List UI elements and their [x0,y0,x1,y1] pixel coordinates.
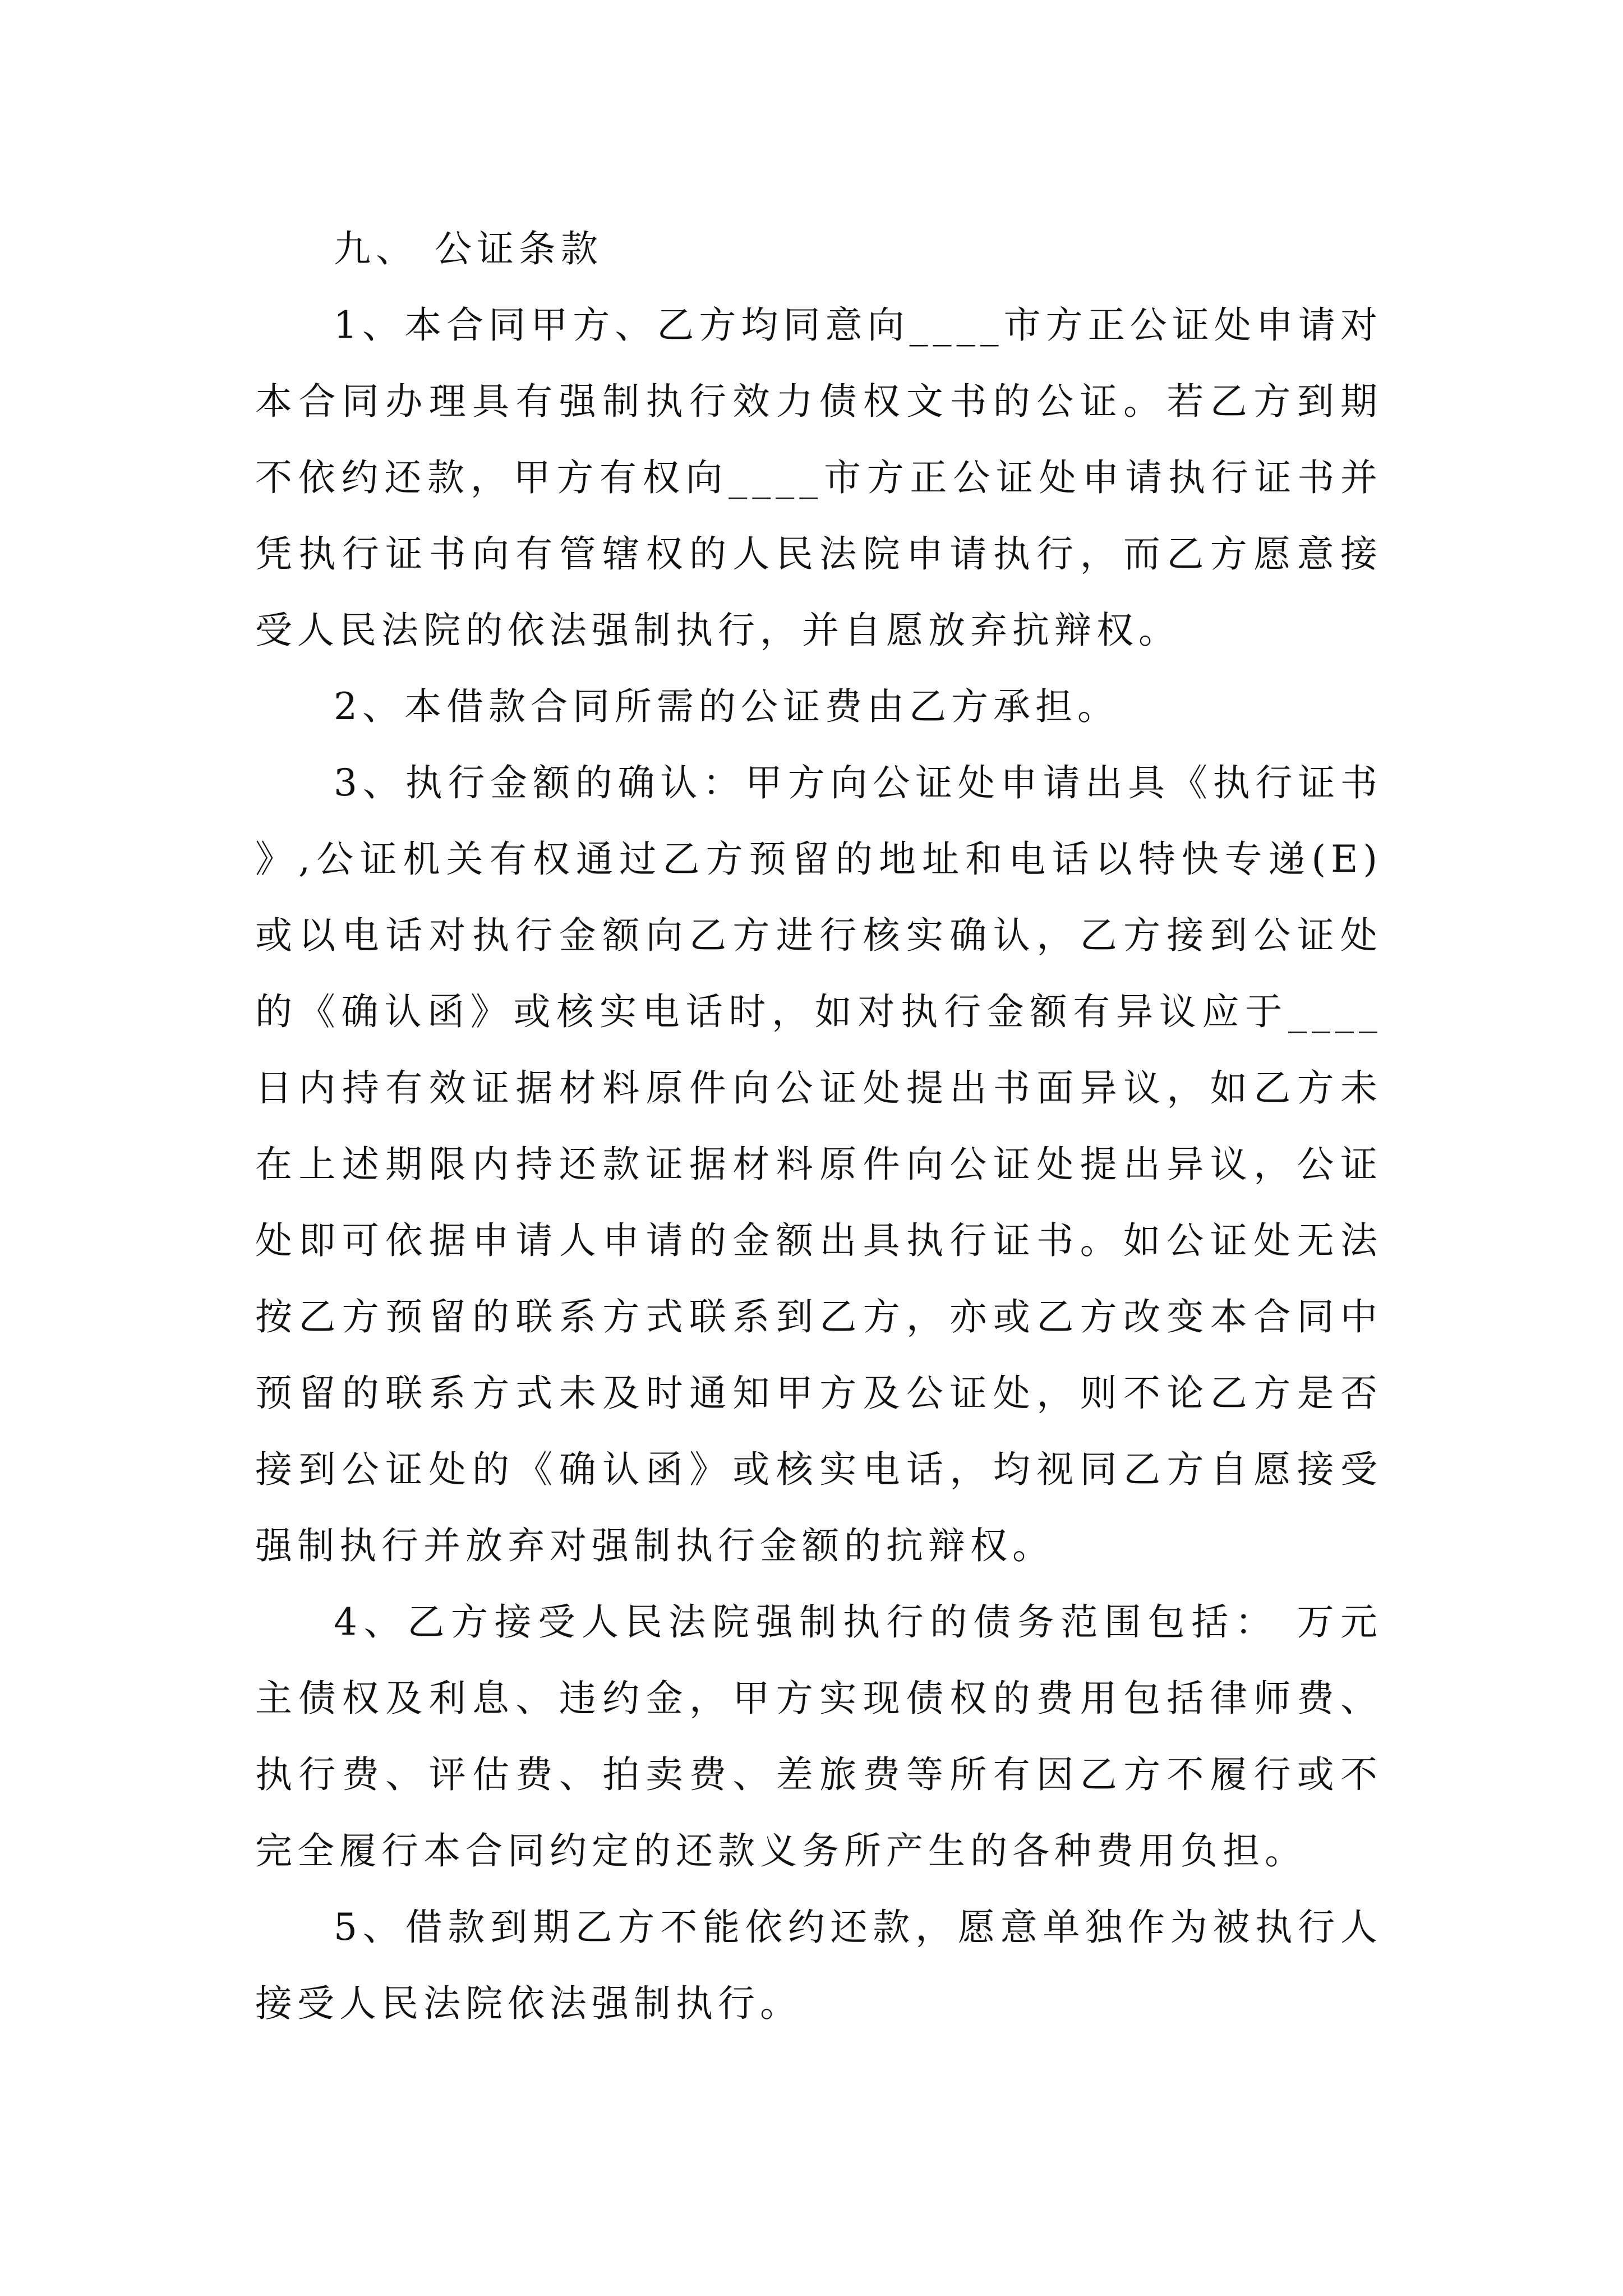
paragraph-5: 5、借款到期乙方不能依约还款，愿意单独作为被执行人接受人民法院依法强制执行。 [255,1906,1382,2025]
paragraph-3: 3、执行金额的确认：甲方向公证处申请出具《执行证书》,公证机关有权通过乙方预留的地址和电话以特快专递(E)或以电话对执行金额向乙方进行核实确认，乙方接到公证处的《确认函》或核实电话时，如对执行金额有异议应于____日内持有效证据材料原件向公证处提出书面异议，如乙方未在上述期限内持还款证据材料原件向公证处提出异议，公证处即可依据申请人申请的金额出具执行证书。如公证处无法按乙方预留的联系方式联系到乙方，亦或乙方改变本合同中预留的联系方式未及时通知甲方及公证处，则不论乙方是否接到公证处的《确认函》或核实电话，均视同乙方自愿接受强制执行并放弃对强制执行金额的抗辩权。 [255,761,1382,1567]
paragraph-1: 1、本合同甲方、乙方均同意向____市方正公证处申请对本合同办理具有强制执行效力债权文书的公证。若乙方到期不依约还款，甲方有权向____市方正公证处申请执行证书并凭执行证书向有管辖权的人民法院申请执行，而乙方愿意接受人民法院的依法强制执行，并自愿放弃抗辩权。 [255,303,1382,652]
section-heading: 九、 公证条款 [334,227,603,270]
paragraph-4: 4、乙方接受人民法院强制执行的债务范围包括： 万元主债权及利息、违约金，甲方实现债权的费用包括律师费、执行费、评估费、拍卖费、差旅费等所有因乙方不履行或不完全履行本合同约定的还款义务所产生的各种费用负担。 [255,1600,1382,1872]
document-body [255,211,1382,2042]
paragraph-2: 2、本借款合同所需的公证费由乙方承担。 [334,685,1119,728]
